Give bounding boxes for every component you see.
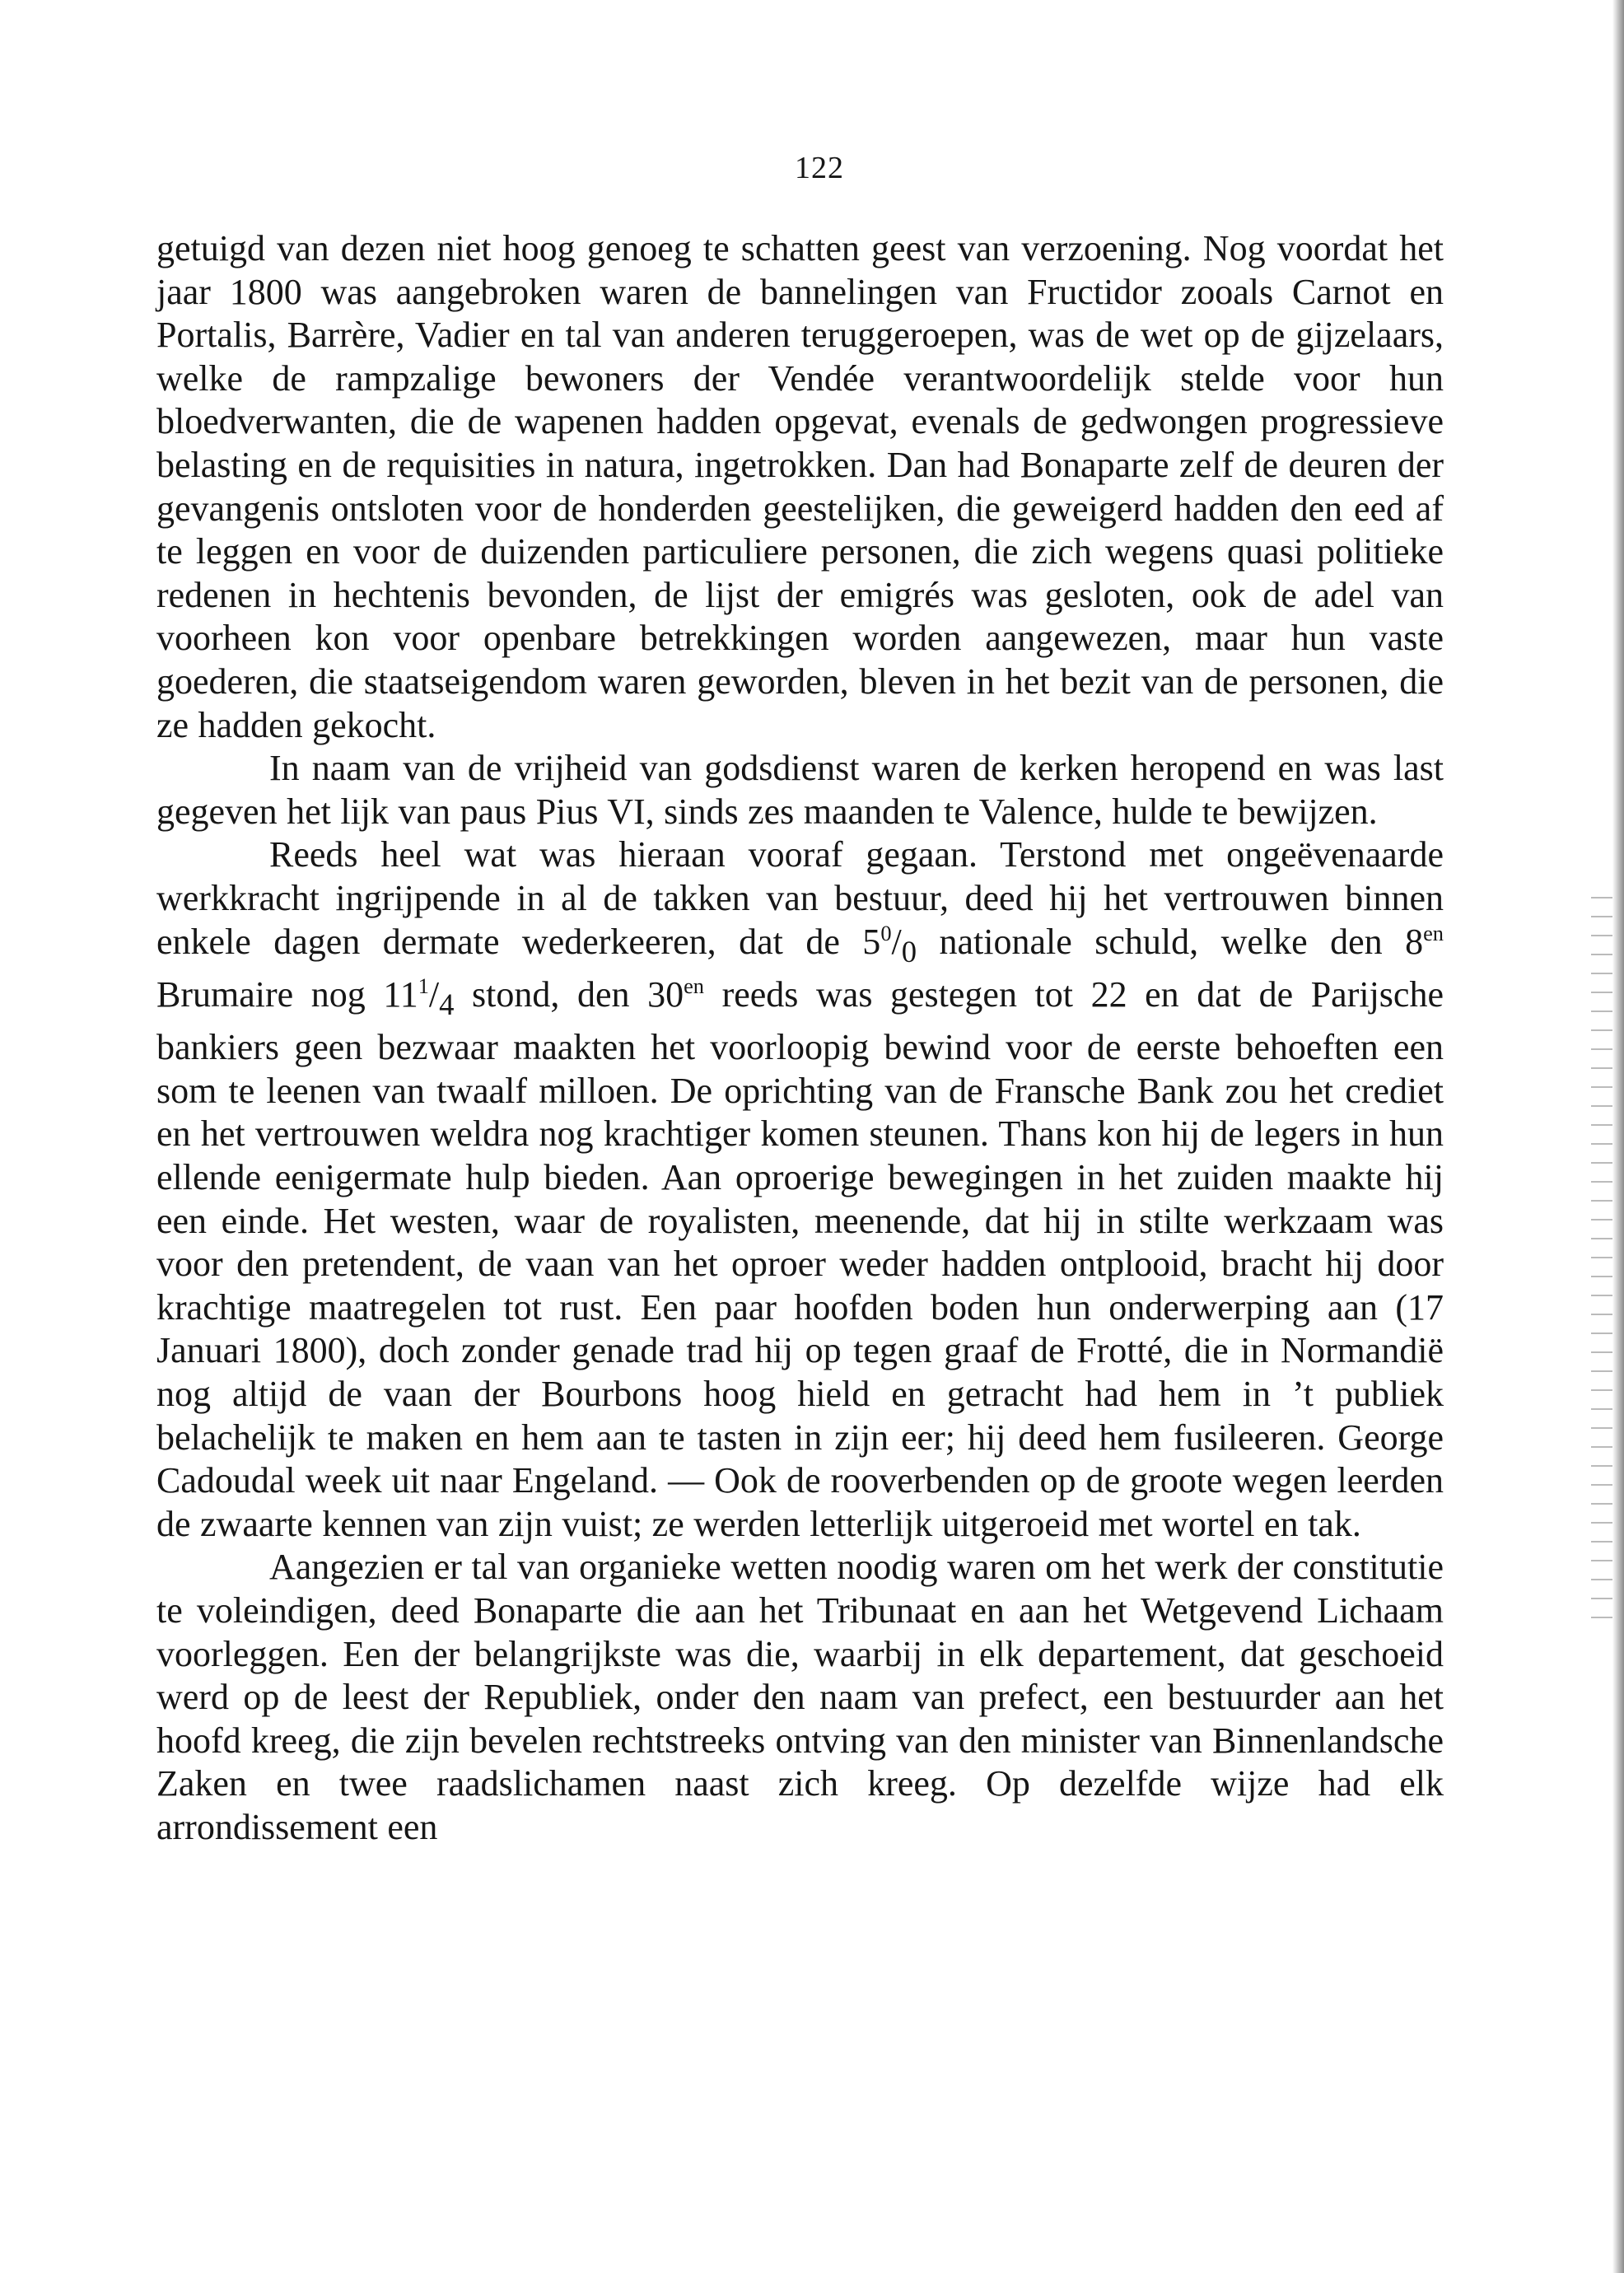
percent-sub: 0 xyxy=(901,934,917,968)
fraction-slash: / xyxy=(428,973,440,1015)
percent-slash: / xyxy=(891,921,902,962)
page-edge-speckle xyxy=(1591,889,1612,1631)
ordinal-sup: en xyxy=(684,973,705,999)
paragraph-3-text: nationale schuld, welke den 8 xyxy=(917,921,1424,962)
paragraph-3-text: Brumaire nog 11 xyxy=(156,973,418,1015)
paragraph-3-text: reeds was gestegen tot 22 en dat de Parijsche bankiers geen bezwaar maakten het voorloopig bewind voor de eerste behoeften een som te leenen van twaalf milloen. De oprichting van de Fransche Bank zou het crediet en het vertrouwen weldra nog krachtiger komen steunen. Thans kon hij de legers in hun ellende eenigermate hulp bieden. Aan oproerige bewegingen in het zuiden maakte hij een einde. Het westen, waar de royalisten, meenende, dat hij in stilte werkzaam was voor den pretendent, de vaan van het oproer weder hadden ontplooid, bracht hij door krachtige maatregelen tot rust. Een paar hoofden boden hun onderwerping aan (17 Januari 1800), doch zonder genade trad hij op tegen graaf de Frotté, die in Normandië nog altijd de vaan der Bourbons hoog hield en getracht had hem in ’t publiek belachelijk te maken en hem aan te tasten in zijn eer; hij deed hem fusileeren. George Cadoudal week uit naar Engeland. — Ook de rooverbenden op de groote wegen leerden de zwaarte kennen van zijn vuist; ze werden letterlijk uitgeroeid met wortel en tak. xyxy=(156,973,1444,1544)
paragraph-2: In naam van de vrijheid van godsdienst waren de kerken heropend en was last gegeven het lijk van paus Pius VI, sinds zes maanden te Valence, hulde te bewijzen. xyxy=(156,748,1444,832)
ordinal-sup: en xyxy=(1423,920,1444,945)
paragraph-3-text: stond, den 30 xyxy=(454,973,684,1015)
percent-sup: 0 xyxy=(880,920,892,945)
fraction-denominator: 4 xyxy=(439,987,455,1021)
paragraph-1: getuigd van dezen niet hoog genoeg te schatten geest van verzoening. Nog voordat het jaar 1800 was aangebroken waren de bannelingen van Fructidor zooals Carnot en Portalis, Barrère, Vadier en tal van anderen teruggeroepen, was de wet op de gijzelaars, welke de rampzalige bewoners der Vendée verantwoordelijk stelde voor hun bloedverwanten, die de wapenen hadden opgevat, evenals de gedwongen progressieve belasting en de requisities in natura, ingetrokken. Dan had Bonaparte zelf de deuren der gevangenis ontsloten voor de honderden geestelijken, die geweigerd hadden den eed af te leggen en voor de duizenden particuliere personen, die zich wegens quasi politieke redenen in hechtenis bevonden, de lijst der emigrés was gesloten, ook de adel van voorheen kon voor openbare betrekkingen worden aangewezen, maar hun vaste goederen, die staatseigendom waren geworden, bleven in het bezit van de personen, die ze hadden gekocht. xyxy=(156,228,1444,745)
page-number: 122 xyxy=(795,151,844,185)
page-edge-shadow xyxy=(1612,0,1624,2273)
paragraph-4: Aangezien er tal van organieke wetten noodig waren om het werk der constitutie te voleindigen, deed Bonaparte die aan het Tribunaat en aan het Wetgevend Lichaam voorleggen. Een der belangrijkste was die, waarbij in elk departement, dat geschoeid werd op de leest der Republiek, onder den naam van prefect, een bestuurder aan het hoofd kreeg, die zijn bevelen rechtstreeks ontving van den minister van Binnenlandsche Zaken en twee raadslichamen naast zich kreeg. Op dezelfde wijze had elk arrondissement een xyxy=(156,1547,1444,1847)
paragraph-3 xyxy=(156,833,1444,1546)
fraction-numerator: 1 xyxy=(418,973,429,999)
body-text xyxy=(156,227,1444,1850)
paragraph-3-text: Reeds heel wat was hieraan vooraf gegaan. Terstond met ongeëvenaarde werkkracht ingrijpende in al de takken van bestuur, deed hij het vertrouwen binnen enkele dagen dermate wederkeeren, dat de 5 xyxy=(156,834,1444,962)
